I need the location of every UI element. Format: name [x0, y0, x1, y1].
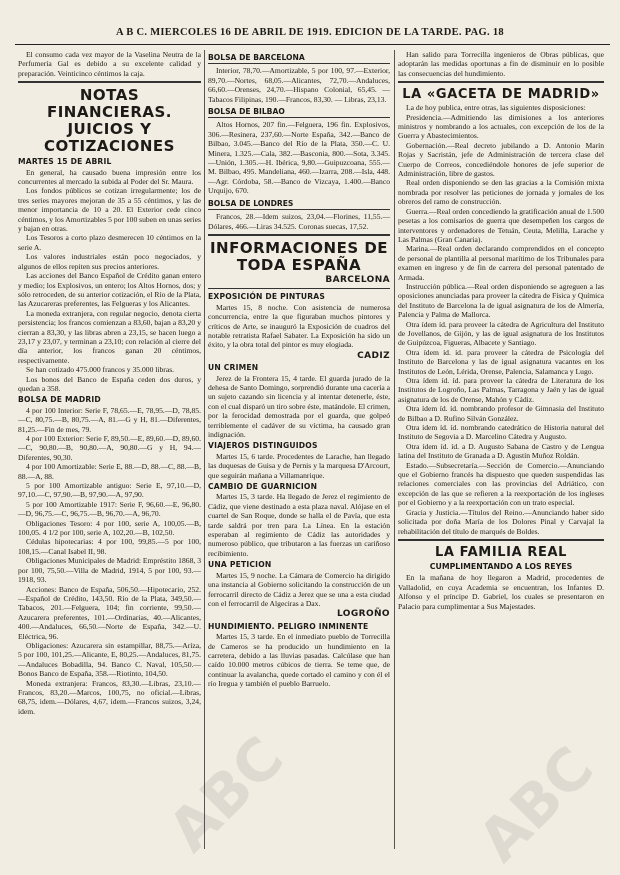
- article-paragraph: La moneda extranjera, con regular negocio, denota cierta persistencia; los francos comienzan a 83,60, bajan a 83,20 y cierran a 83,30, y las libras abren a 23,15, se hacen luego a 23,17 y 23,07, y terminan a 23,10; con relación al cierre del día anterior, los francos ganan 20 céntimos, respectivamente.: [18, 308, 201, 365]
- article-paragraph: En general, ha causado buena impresión entre los concurrentes al mercado la subida al Poder del Sr. Maura.: [18, 167, 201, 187]
- informaciones-title: INFORMACIONES DE TODA ESPAÑA: [209, 238, 389, 274]
- quote-line: 5 por 100 Amortizable antiguo: Serie E, 97,10.—D, 97,10.—C, 97,90.—B, 97,90.—A, 97,90.: [18, 481, 201, 500]
- quote-paragraph: Interior, 78,70.—Amortizable, 5 por 100, 97.—Exterior, 89,70.—Nortes, 68,05.—Alicantes, 72,70.—Andaluces, 66,60.—Orenses, 24,70.—Hispano Colonial, 65,45. — Tabacos Filipinas, 190.—Francos, 83,30. — Libras, 23,13.: [208, 66, 390, 104]
- section-rule: [208, 234, 390, 236]
- article-paragraph: Presidencia.—Admitiendo las dimisiones a los anteriores ministros y nombrando a los actuales, con excepción de los de la Guerra y Abastecimientos.: [398, 112, 604, 141]
- article-paragraph: Otra ídem íd. íd. para proveer la cátedra de Literatura de los Institutos de Logroño, Las Palmas, Tarragona y Jaén y las de igual asignatura de los de Orense, Mahón y Cádiz.: [398, 376, 604, 404]
- article-paragraph: Otra ídem íd. íd. para proveer la cátedra de Psicología del Instituto de Barcelona y las de igual asignatura vacantes en los Institutos de León, Lérida, Orense, Palencia, Salamanca y Lugo.: [398, 347, 604, 376]
- rule: [208, 288, 390, 289]
- hundimiento-head: HUNDIMIENTO. PELIGRO INMINENTE: [208, 621, 369, 631]
- quote-line: Moneda extranjera: Francos, 83,30.—Libras, 23,10.—Francos, 83,20.—Marcos, 100,75, no oficial.—Libras, 68,75, idem.—Dólares, 4,67, idem.—Francos suizos, 3,24, idem.: [18, 678, 201, 716]
- article-paragraph: Guerra.—Real orden concediendo la gratificación anual de 1.500 pesetas a los comisarios de guerra que desempeñen los cargos de interventores y ordenadores de Tetuán, Ceuta, Melilla, Larache y Las Palmas (Gran Canaria).: [398, 206, 604, 244]
- article-paragraph: Se han cotizado 475.000 francos y 35.000 libras.: [26, 365, 175, 375]
- gaceta-title: LA «GACETA DE MADRID»: [402, 87, 600, 103]
- article-paragraph: Instrucción pública.—Real orden disponiendo se agreguen a las oposiciones anunciadas para proveer la cátedra de Física y Química del Instituto de Barcelona la de igual asignatura de los de Almería, Palencia y Palma de Mallorca.: [398, 281, 604, 320]
- intro-paragraph: Han salido para Torrecilla ingenieros de Obras públicas, que adoptarán las medidas oportunas a fin de disminuir en lo posible las consecuencias del hundimiento.: [398, 50, 604, 78]
- article-paragraph: Los Tesoros a corto plazo desmerecen 10 céntimos en la serie A.: [18, 233, 201, 252]
- article-paragraph: Martes 15, 8 noche. Con asistencia de numerosa concurrencia, entre la que figuraban muchos pintores y críticos de Arte, se inauguró la Exposición de cuadros del notable retratista Rafael Sabater. La Exposición ha sido un éxito, y la obra total del pintor es muy elogiada.: [208, 302, 390, 350]
- article-paragraph: Gobernación.—Real decreto jubilando a D. Antonio Marín Rojas y Sacristán, jefe de Administración de tercera clase del Cuerpo de Correos, concediéndole honores de jefe superior de Administración, libre de gastos.: [398, 140, 604, 179]
- quote-line: 4 por 100 Interior: Serie F, 78,65.—E, 78,95.—D, 78,85.—C, 80,75.—B, 80,75.—A, 81.—G y H, 81.—Diferentes, 81,25.—Fin de mes, 79.: [18, 405, 201, 434]
- column-divider: [394, 50, 395, 849]
- section-rule: [398, 81, 604, 83]
- familia-real-title: LA FAMILIA REAL: [434, 544, 568, 560]
- column-3: [398, 50, 604, 857]
- financial-notes-title: NOTAS FINANCIERAS. JUICIOS Y COTIZACIONES: [43, 86, 175, 156]
- article-paragraph: La de hoy publica, entre otras, las siguientes disposiciones:: [406, 103, 586, 113]
- peticion-head: UNA PETICION: [208, 560, 272, 570]
- article-paragraph: Otra ídem íd. íd. nombrando profesor de Gimnasia del Instituto de Bilbao a D. Rufino Silván González.: [398, 404, 604, 423]
- crimen-head: UN CRIMEN: [208, 363, 259, 373]
- watermark: ABC: [465, 733, 607, 875]
- article-paragraph: Las acciones del Banco Español de Crédito ganan entero y medio; los Explosivos, un entero; los Altos Hornos, dos; y sólo retroceden, de su anterior cotización, el Río de la Plata, las Azucareras preferentes, las Felgueras y los Alicantes.: [18, 271, 201, 309]
- exposicion-head: EXPOSICIÓN DE PINTURAS: [208, 292, 326, 302]
- article-paragraph: Estado.—Subsecretaría.—Sección de Comercio.—Anunciando que el Gobierno francés ha dispuesto que queden suspendidas las relaciones comerciales con las provincias del Adriático, con excepción de las que se refieren a la reexportación de los ingleses por el Gobierno y a la reexportación con un trato especial.: [398, 460, 604, 508]
- article-paragraph: Otra ídem íd. para proveer la cátedra de Agricultura del Instituto de Jovellanos, de Gijón, y las de igual asignatura de los Institutos de Guipúzcoa, Figueras, Albacete y Santiago.: [398, 319, 604, 348]
- familia-real-subtitle: CUMPLIMENTANDO A LOS REYES: [429, 561, 573, 571]
- article-paragraph: Martes 15, 3 tarde. En el inmediato pueblo de Torrecilla de Cameros se ha producido un hundimiento en la carretera, debido a las lluvias pasadas. Calcúlase que han caído 10.000 metros cúbicos de tierra. Se teme que, de continuar la avalancha, quede cortado el camino y con él el río Iregua y también el pueblo Barruelo.: [208, 632, 390, 689]
- city-barcelona: BARCELONA: [325, 274, 390, 285]
- page-header: A B C. MIERCOLES 16 DE ABRIL DE 1919. EDICION DE LA TARDE. PAG. 18: [116, 27, 504, 38]
- quote-line: Obligaciones Municipales de Madrid: Empréstito 1868, 3 por 100, 75,50.—Villa de Madrid, 1914, 5 por 100, 93.—1918, 93.: [18, 556, 201, 585]
- bolsa-bilbao-head: BOLSA DE BILBAO: [208, 107, 390, 118]
- cambio-head: CAMBIO DE GUARNICION: [208, 482, 318, 492]
- quote-line: Obligaciones: Azucarera sin estampillar, 88,75.—Aríza, 5 por 100, 101,25.—Alicante, E, 80,25.—Andaluces, 81,75.—Andaluces Bobadilla, 94. Banco C. Naval, 105,50.—Bonos Banco de España, 358.—Riotinto, 104,50.: [18, 640, 201, 679]
- bolsa-londres-head: BOLSA DE LONDRES: [208, 199, 390, 210]
- article-paragraph: Los fondos públicos se cotizan irregularmente; los de tres series mayores mejoran de 35 a 55 céntimos, y las de menor importancia de 10 a 20. El Exterior cede cinco céntimos, y los Amortizables 5 por 100 suben en unas series y bajan en otras.: [18, 186, 201, 234]
- article-paragraph: Los bonos del Banco de España ceden dos duros, y quedan a 358.: [18, 374, 201, 393]
- quote-paragraph: Altos Hornos, 207 fin.—Felguera, 196 fin. Explosivos, 306.—Resinera, 237,60.—Norte España, 342.—Banco de Bilbao, 3.045.—Banco del Río de la Plata, 350.—C. U. Minera, 1.325.—Cala, 382.—Basconia, 800.—Sota, 3.345.—Unión, 1.305.—H. Ibérica, 9,80.—Guipuzcoana, 555.—M. Bilbao, 495. Mandeliana, 460.—Izarra, 208.—Isla, 448.—Agr. Córdoba, 58.—Banco de Vizcaya, 1.400.—Banco Urquijo, 670.: [208, 120, 390, 196]
- date-line: MARTES 15 DE ABRIL: [18, 157, 112, 167]
- quote-paragraph: Francos, 28.—Idem suizos, 23,04.—Florines, 11,55.—Dólares, 466.—Liras 34.525. Coronas suecas, 17,52.: [208, 212, 390, 231]
- watermark: ABC: [155, 723, 297, 865]
- bolsa-barcelona-head: BOLSA DE BARCELONA: [208, 53, 390, 64]
- article-paragraph: Real orden disponiendo se den las gracias a la Comisión mixta nombrada por resolver las peticiones de jornada y jornales de los obreros del ramo de construcción.: [398, 178, 604, 207]
- article-paragraph: Jerez de la Frontera 15, 4 tarde. El guarda jurado de la dehesa de Santo Domingo, sorprendió durante una cacería a un sujeto cazando sin licencia y al intentar detenerle, éste, con el cual disparó un tiro sobre éste, matándole. El crimen, por la ferocidad demostrada por el guarda, que golpeó terriblemente el cadáver de su víctima, ha causado gran indignación.: [208, 373, 390, 439]
- quote-line: 4 por 100 Amortizable: Serie E, 88.—D, 88.—C, 88.—B, 88.—A, 88.: [18, 462, 201, 481]
- column-divider: [204, 50, 205, 849]
- quote-line: 4 por 100 Exterior: Serie F, 89,50.—E, 89,60.—D, 89,60.—C, 90,80.—B, 90,80.—A, 90,80.—G y H, 94.—Diferentes, 90,30.: [18, 434, 201, 462]
- article-paragraph: Los valores industriales están poco negociados, y algunos de ellos repiten sus precios anteriores.: [18, 252, 201, 271]
- viajeros-head: VIAJEROS DISTINGUIDOS: [208, 441, 318, 451]
- column-1: [18, 50, 201, 857]
- quote-line: 5 por 100 Amortizable 1917: Serie F, 96,60.—E, 96,80.—D, 96,75.—C, 96,75.—B, 96,70.—A, 96,70.: [18, 499, 201, 519]
- article-paragraph: Marina.—Real orden declarando comprendidos en el concepto de personal de plantilla al personal marítimo de los Tribunales para examen en ingreso y de fin de carrera del personal patentado de Armada.: [398, 244, 604, 282]
- intro-paragraph: El consumo cada vez mayor de la Vaselina Neutra de la Perfumería Gal es debido a su excelente calidad y preparación. Veinticinco céntimos la caja.: [18, 50, 201, 78]
- section-rule: [398, 539, 604, 541]
- article-paragraph: Otra ídem íd. íd. a D. Augusto Sabana de Castro y de Lengua latina del Instituto de Granada a D. Agustín Muñoz Roldán.: [398, 441, 604, 461]
- section-rule: [18, 81, 201, 83]
- article-paragraph: Gracia y Justicia.—Títulos del Reino.—Anunciando haber sido solicitada por doña María de los Dolores Pinal y Carvajal la rehabilitación del título de marqués de Boldes.: [398, 507, 604, 536]
- quote-line: Acciones: Banco de España, 506,50.—Hipotecario, 252.—Español de Crédito, 143,50. Río de la Plata, 349,50.—Tabacos, 201.—Felguera, 104; fin corriente, 99,50.—Azucarera preferentes, 101.—Ordinarias, 40.—Alicantes, 400.—Andaluces, 66,50.—Norte de España, 342.—U. Eléctrica, 96.: [18, 584, 201, 641]
- header-rule: [15, 44, 610, 45]
- city-cadiz: CADIZ: [357, 350, 390, 361]
- city-logrono: LOGROÑO: [336, 609, 390, 620]
- bolsa-madrid-head: BOLSA DE MADRID: [18, 395, 101, 405]
- quote-line: Obligaciones Tesoro: 4 por 100, serie A, 100,05.—B, 100,05. 4 1/2 por 100, serie A, 102,20.—B, 102,50.: [18, 518, 201, 538]
- article-paragraph: Martes 15, 6 tarde. Procedentes de Larache, han llegado las duquesas de Guisa y de Pernis y la marquesa D'Arcourt, que seguirán mañana a Villamanrique.: [208, 451, 390, 480]
- article-paragraph: Otra ídem íd. íd. nombrando catedrático de Historia natural del Instituto de Segovia a D. Marcelino Cátedra y Augusto.: [398, 423, 604, 442]
- article-paragraph: En la mañana de hoy llegaron a Madrid, procedentes de Valladolid, en cuya Academia se encuentran, los Infantes D. Alfonso y el príncipe D. Gabriel, los cuales se presentaron en Palacio para cumplimentar a Sus Majestades.: [398, 573, 604, 611]
- quote-line: Cédulas hipotecarias: 4 por 100, 99,85.—5 por 100, 108,15.—Canal Isabel II, 98.: [18, 537, 201, 556]
- article-paragraph: Martes 15, 9 noche. La Cámara de Comercio ha dirigido una instancia al Gobierno solicitando la construcción de un ferrocarril directo de Cádiz a Jerez que se una a esta ciudad con el ferrocarril de Algeciras a Dax.: [208, 570, 390, 608]
- article-paragraph: Martes 15, 3 tarde. Ha llegado de Jerez el regimiento de Cádiz, que viene destinado a esta plaza naval. Alójase en el cuartel de San Roque, donde se halla el de Pavía, que esta tarde saldrá por tren para La Línea. En la estación esperaban al regimiento de Cádiz las autoridades y numeroso público, que tributaron a las fuerzas un cariñoso recibimiento.: [208, 492, 390, 558]
